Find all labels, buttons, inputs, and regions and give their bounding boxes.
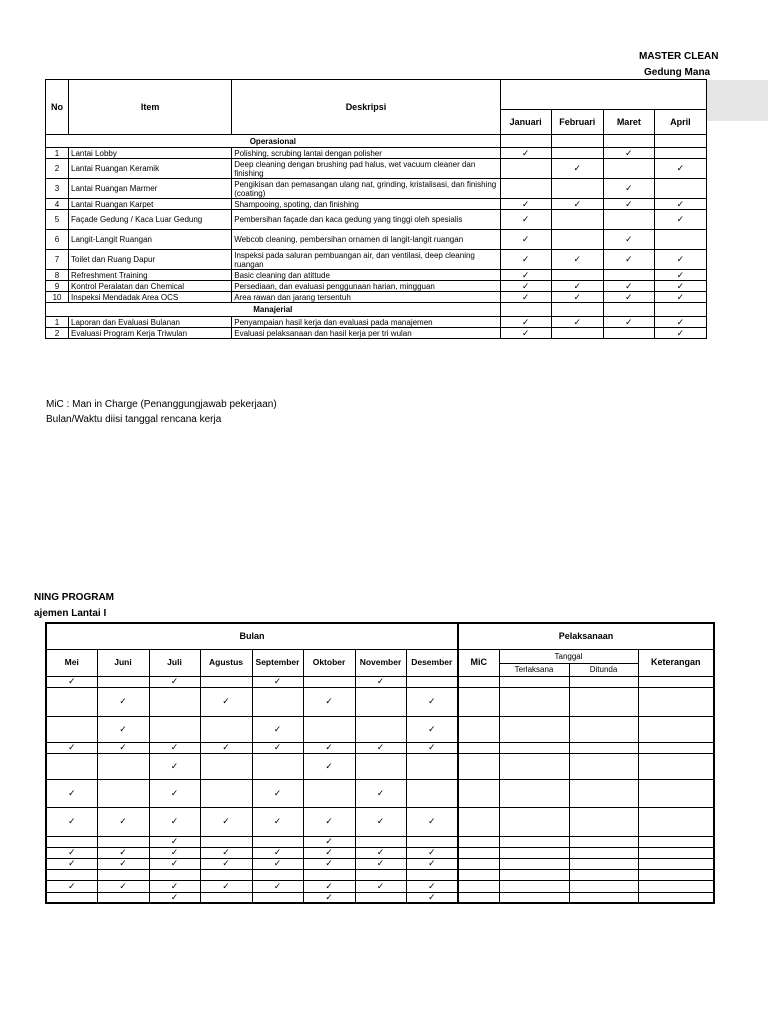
empty-cell [355,892,406,903]
table-row [46,676,714,687]
bulan-header: Bulan [46,623,458,649]
table-row [46,847,714,858]
checkmark-icon: ✓ [406,742,458,753]
checkmark-icon: ✓ [97,687,149,716]
col-no: No [46,80,69,135]
mic-cell [458,779,499,807]
col-item: Item [69,80,232,135]
empty-cell [149,687,200,716]
row-number: 1 [46,148,69,159]
row-description: Pembersihan façade dan kaca gedung yang tinggi oleh spesialis [232,210,500,230]
empty-cell [97,892,149,903]
row-item: Kontrol Peralatan dan Chemical [69,281,232,292]
row-description: Persediaan, dan evaluasi penggunaan harian, mingguan [232,281,500,292]
checkmark-icon: ✓ [500,148,551,159]
row-item: Laporan dan Evaluasi Bulanan [69,317,232,328]
row-number: 3 [46,179,69,199]
row-number: 2 [46,159,69,179]
empty-cell [97,753,149,779]
checkmark-icon: ✓ [355,807,406,836]
month-header: Januari [500,110,551,135]
row-description: Shampooing, spoting, dan finishing [232,199,500,210]
table-row [46,210,707,230]
terlaksana-cell [499,716,569,742]
empty-cell [500,179,551,199]
row-description: Penyampaian hasil kerja dan evaluasi pada manajemen [232,317,500,328]
checkmark-icon: ✓ [654,317,706,328]
keterangan-cell [638,858,714,869]
mic-cell [458,753,499,779]
checkmark-icon: ✓ [252,742,303,753]
col-tanggal: Tanggal [499,649,638,663]
checkmark-icon: ✓ [97,742,149,753]
checkmark-icon: ✓ [97,858,149,869]
checkmark-icon: ✓ [200,880,252,892]
table-row [46,779,714,807]
empty-cell [252,687,303,716]
checkmark-icon: ✓ [149,676,200,687]
checkmark-icon: ✓ [252,676,303,687]
empty-cell [252,836,303,847]
table-row [46,250,707,270]
checkmark-icon: ✓ [603,281,654,292]
table-row [46,742,714,753]
checkmark-icon: ✓ [654,159,706,179]
row-description: Inspeksi pada saluran pembuangan air, dan ventilasi, deep cleaning ruangan [232,250,500,270]
checkmark-icon: ✓ [46,847,97,858]
row-description: Evaluasi pelaksanaan dan hasil kerja per tri wulan [232,328,500,339]
mic-cell [458,869,499,880]
months-group-header [500,80,706,110]
month-header: November [355,649,406,676]
page1-title: MASTER CLEAN [639,51,719,62]
row-description: Area rawan dan jarang tersentuh [232,292,500,303]
col-ditunda: Ditunda [569,663,638,676]
mic-cell [458,676,499,687]
terlaksana-cell [499,742,569,753]
empty-cell [303,779,355,807]
empty-cell [200,753,252,779]
row-item: Langit-Langit Ruangan [69,230,232,250]
checkmark-icon: ✓ [406,807,458,836]
checkmark-icon: ✓ [551,199,603,210]
mic-cell [458,836,499,847]
row-item: Toilet dan Ruang Dapur [69,250,232,270]
row-item: Inspeksi Mendadak Area OCS [69,292,232,303]
mic-cell [458,858,499,869]
table-row [46,880,714,892]
table-row [46,328,707,339]
row-description: Pengikisan dan pemasangan ulang nat, grinding, kristalisasi, dan finishing (coating) [232,179,500,199]
empty-cell [303,869,355,880]
empty-cell [303,676,355,687]
checkmark-icon: ✓ [46,807,97,836]
checkmark-icon: ✓ [654,199,706,210]
checkmark-icon: ✓ [355,858,406,869]
terlaksana-cell [499,858,569,869]
checkmark-icon: ✓ [406,892,458,903]
checkmark-icon: ✓ [551,281,603,292]
note-bulan: Bulan/Waktu diisi tanggal rencana kerja [46,414,222,425]
table-row [46,836,714,847]
terlaksana-cell [499,836,569,847]
table-row [46,858,714,869]
ditunda-cell [569,807,638,836]
row-number: 5 [46,210,69,230]
checkmark-icon: ✓ [252,779,303,807]
checkmark-icon: ✓ [603,199,654,210]
row-item: Lantai Ruangan Keramik [69,159,232,179]
table-row [46,892,714,903]
keterangan-cell [638,869,714,880]
empty-cell [46,836,97,847]
row-number: 4 [46,199,69,210]
checkmark-icon: ✓ [500,328,551,339]
row-description: Basic cleaning dan atittude [232,270,500,281]
section-manajerial: Manajerial [46,303,501,317]
col-mic: MiC [458,649,499,676]
empty-cell [500,159,551,179]
mic-cell [458,687,499,716]
checkmark-icon: ✓ [252,880,303,892]
checkmark-icon: ✓ [303,836,355,847]
terlaksana-cell [499,753,569,779]
empty-cell [252,753,303,779]
empty-cell [406,753,458,779]
row-item: Evaluasi Program Kerja Triwulan [69,328,232,339]
mic-cell [458,892,499,903]
row-description: Polishing, scrubing lantai dengan polisher [232,148,500,159]
table-row [46,148,707,159]
col-terlaksana: Terlaksana [499,663,569,676]
checkmark-icon: ✓ [97,847,149,858]
month-header: April [654,110,706,135]
empty-cell [46,753,97,779]
mic-cell [458,807,499,836]
empty-cell [252,892,303,903]
row-number: 10 [46,292,69,303]
month-header: Desember [406,649,458,676]
empty-cell [200,779,252,807]
checkmark-icon: ✓ [149,807,200,836]
checkmark-icon: ✓ [303,858,355,869]
checkmark-icon: ✓ [149,779,200,807]
page2-subtitle: ajemen Lantai I [34,608,107,619]
empty-cell [551,179,603,199]
row-number: 8 [46,270,69,281]
col-keterangan: Keterangan [638,649,714,676]
empty-cell [654,148,706,159]
checkmark-icon: ✓ [500,250,551,270]
table-row [46,281,707,292]
pelaksanaan-header: Pelaksanaan [458,623,714,649]
empty-cell [149,716,200,742]
row-number: 1 [46,317,69,328]
checkmark-icon: ✓ [97,807,149,836]
checkmark-icon: ✓ [200,742,252,753]
empty-cell [149,869,200,880]
table-row [46,687,714,716]
checkmark-icon: ✓ [654,250,706,270]
row-item: Façade Gedung / Kaca Luar Gedung [69,210,232,230]
checkmark-icon: ✓ [654,210,706,230]
empty-cell [603,210,654,230]
empty-cell [551,270,603,281]
empty-cell [200,836,252,847]
table-row [46,179,707,199]
checkmark-icon: ✓ [654,292,706,303]
checkmark-icon: ✓ [654,270,706,281]
ditunda-cell [569,716,638,742]
checkmark-icon: ✓ [355,779,406,807]
empty-cell [355,836,406,847]
checkmark-icon: ✓ [500,210,551,230]
keterangan-cell [638,716,714,742]
terlaksana-cell [499,687,569,716]
checkmark-icon: ✓ [303,847,355,858]
checkmark-icon: ✓ [149,880,200,892]
checkmark-icon: ✓ [200,687,252,716]
empty-cell [406,779,458,807]
checkmark-icon: ✓ [603,317,654,328]
checkmark-icon: ✓ [46,858,97,869]
checkmark-icon: ✓ [46,779,97,807]
checkmark-icon: ✓ [406,847,458,858]
ditunda-cell [569,892,638,903]
ditunda-cell [569,869,638,880]
empty-cell [303,716,355,742]
page1-subtitle: Gedung Mana [644,67,711,78]
checkmark-icon: ✓ [406,880,458,892]
header-fill [706,80,768,121]
empty-cell [97,869,149,880]
checkmark-icon: ✓ [149,753,200,779]
checkmark-icon: ✓ [500,281,551,292]
checkmark-icon: ✓ [303,892,355,903]
table-row [46,292,707,303]
keterangan-cell [638,880,714,892]
row-number: 7 [46,250,69,270]
empty-cell [603,328,654,339]
checkmark-icon: ✓ [500,270,551,281]
table-row [46,270,707,281]
checkmark-icon: ✓ [303,742,355,753]
terlaksana-cell [499,779,569,807]
keterangan-cell [638,676,714,687]
col-deskripsi: Deskripsi [232,80,500,135]
section-operasional: Operasional [46,135,501,148]
table-row [46,869,714,880]
checkmark-icon: ✓ [149,892,200,903]
checkmark-icon: ✓ [355,847,406,858]
month-header: September [252,649,303,676]
row-number: 9 [46,281,69,292]
checkmark-icon: ✓ [603,148,654,159]
empty-cell [355,753,406,779]
empty-cell [46,716,97,742]
terlaksana-cell [499,869,569,880]
checkmark-icon: ✓ [551,317,603,328]
mic-cell [458,880,499,892]
terlaksana-cell [499,880,569,892]
checkmark-icon: ✓ [551,292,603,303]
keterangan-cell [638,779,714,807]
ditunda-cell [569,880,638,892]
month-header: Agustus [200,649,252,676]
terlaksana-cell [499,807,569,836]
table-row [46,230,707,250]
empty-cell [97,836,149,847]
row-item: Refreshment Training [69,270,232,281]
checkmark-icon: ✓ [355,880,406,892]
empty-cell [46,892,97,903]
empty-cell [551,328,603,339]
checkmark-icon: ✓ [149,742,200,753]
terlaksana-cell [499,847,569,858]
checkmark-icon: ✓ [406,716,458,742]
empty-cell [97,676,149,687]
table-row [46,159,707,179]
checkmark-icon: ✓ [303,807,355,836]
empty-cell [406,869,458,880]
table-row [46,807,714,836]
checkmark-icon: ✓ [149,847,200,858]
checkmark-icon: ✓ [355,676,406,687]
checkmark-icon: ✓ [97,880,149,892]
note-mic: MiC : Man in Charge (Penanggungjawab pekerjaan) [46,399,277,410]
checkmark-icon: ✓ [355,742,406,753]
keterangan-cell [638,807,714,836]
empty-cell [252,869,303,880]
checkmark-icon: ✓ [500,292,551,303]
checkmark-icon: ✓ [303,753,355,779]
checkmark-icon: ✓ [200,847,252,858]
month-header: Juli [149,649,200,676]
ditunda-cell [569,676,638,687]
empty-cell [406,676,458,687]
checkmark-icon: ✓ [303,687,355,716]
checkmark-icon: ✓ [200,807,252,836]
checkmark-icon: ✓ [149,836,200,847]
mic-cell [458,716,499,742]
checkmark-icon: ✓ [46,742,97,753]
empty-cell [46,869,97,880]
terlaksana-cell [499,892,569,903]
row-number: 2 [46,328,69,339]
row-description: Deep cleaning dengan brushing pad halus, wet vacuum cleaner dan finishing [232,159,500,179]
checkmark-icon: ✓ [46,880,97,892]
schedule-table-mei-des [45,622,715,904]
checkmark-icon: ✓ [603,292,654,303]
keterangan-cell [638,836,714,847]
ditunda-cell [569,742,638,753]
ditunda-cell [569,836,638,847]
checkmark-icon: ✓ [406,858,458,869]
checkmark-icon: ✓ [654,328,706,339]
empty-cell [654,179,706,199]
ditunda-cell [569,779,638,807]
empty-cell [603,270,654,281]
keterangan-cell [638,687,714,716]
checkmark-icon: ✓ [406,687,458,716]
checkmark-icon: ✓ [252,716,303,742]
keterangan-cell [638,892,714,903]
ditunda-cell [569,858,638,869]
empty-cell [46,687,97,716]
checkmark-icon: ✓ [500,199,551,210]
schedule-table-jan-apr [45,79,707,339]
month-header: Juni [97,649,149,676]
empty-cell [406,836,458,847]
checkmark-icon: ✓ [303,880,355,892]
empty-cell [551,230,603,250]
checkmark-icon: ✓ [252,847,303,858]
checkmark-icon: ✓ [654,281,706,292]
checkmark-icon: ✓ [200,858,252,869]
table-row [46,317,707,328]
checkmark-icon: ✓ [149,858,200,869]
empty-cell [551,148,603,159]
mic-cell [458,847,499,858]
empty-cell [200,716,252,742]
table-row [46,716,714,742]
keterangan-cell [638,742,714,753]
ditunda-cell [569,847,638,858]
table-row [46,753,714,779]
checkmark-icon: ✓ [603,230,654,250]
checkmark-icon: ✓ [603,179,654,199]
terlaksana-cell [499,676,569,687]
empty-cell [97,779,149,807]
empty-cell [200,676,252,687]
checkmark-icon: ✓ [551,159,603,179]
row-item: Lantai Ruangan Marmer [69,179,232,199]
checkmark-icon: ✓ [603,250,654,270]
row-number: 6 [46,230,69,250]
page2-title: NING PROGRAM [34,592,114,603]
checkmark-icon: ✓ [500,230,551,250]
row-item: Lantai Ruangan Karpet [69,199,232,210]
checkmark-icon: ✓ [97,716,149,742]
checkmark-icon: ✓ [46,676,97,687]
empty-cell [355,687,406,716]
empty-cell [200,869,252,880]
mic-cell [458,742,499,753]
empty-cell [551,210,603,230]
month-header: Maret [603,110,654,135]
table-row [46,199,707,210]
checkmark-icon: ✓ [551,250,603,270]
ditunda-cell [569,687,638,716]
empty-cell [200,892,252,903]
month-header: Mei [46,649,97,676]
checkmark-icon: ✓ [252,858,303,869]
empty-cell [355,716,406,742]
checkmark-icon: ✓ [500,317,551,328]
month-header: Oktober [303,649,355,676]
empty-cell [603,159,654,179]
row-item: Lantai Lobby [69,148,232,159]
row-description: Webcob cleaning, pembersihan ornamen di langit-langit ruangan [232,230,500,250]
keterangan-cell [638,847,714,858]
keterangan-cell [638,753,714,779]
month-header: Februari [551,110,603,135]
empty-cell [654,230,706,250]
ditunda-cell [569,753,638,779]
checkmark-icon: ✓ [252,807,303,836]
empty-cell [355,869,406,880]
